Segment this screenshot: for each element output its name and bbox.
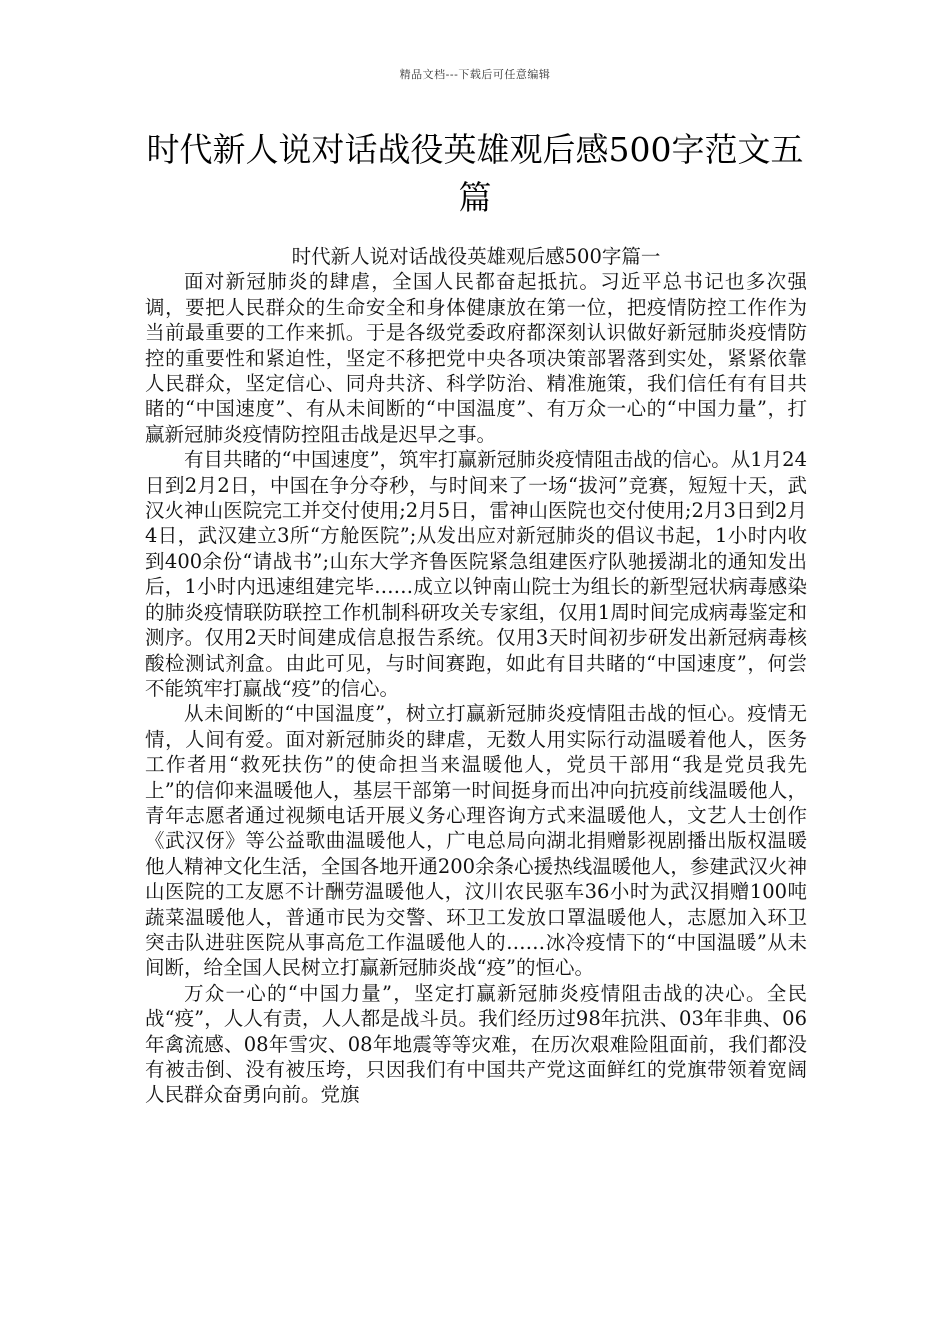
paragraph-1: 面对新冠肺炎的肆虐，全国人民都奋起抵抗。习近平总书记也多次强调，要把人民群众的生命安全和身体健康放在第一位，把疫情防控工作作为当前最重要的工作来抓。于是各级党委政府都深刻认识做好新冠肺炎疫情防控的重要性和紧迫性，坚定不移把党中央各项决策部署落到实处，紧紧依靠人民群众，坚定信心、同舟共济、科学防治、精准施策，我们信任有有目共睹的“中国速度”、有从未间断的“中国温度”、有万众一心的“中国力量”，打赢新冠肺炎疫情防控阻击战是迟早之事。	[145, 270, 807, 446]
header-note: 精品文档---下载后可任意编辑	[399, 68, 551, 81]
document-title: 时代新人说对话战役英雄观后感500字范文五篇	[146, 130, 804, 217]
paragraph-3: 从未间断的“中国温度”，树立打赢新冠肺炎疫情阻击战的恒心。疫情无情，人间有爱。面对新冠肺炎的肆虐，无数人用实际行动温暖着他人，医务工作者用“救死扶伤”的使命担当来温暖他人，党员干部用“我是党员我先上”的信仰来温暖他人，基层干部第一时间挺身而出冲向抗疫前线温暖他人，青年志愿者通过视频电话开展义务心理咨询方式来温暖他人，文艺人士创作《武汉伢》等公益歌曲温暖他人，广电总局向湖北捐赠影视剧播出版权温暖他人精神文化生活，全国各地开通200余条心援热线温暖他人，参建武汉火神山医院的工友愿不计酬劳温暖他人，汶川农民驱车36小时为武汉捐赠100吨蔬菜温暖他人，普通市民为交警、环卫工发放口罩温暖他人，志愿加入环卫突击队进驻医院从事高危工作温暖他人的……冰冷疫情下的“中国温暖”从未间断，给全国人民树立打赢新冠肺炎战“疫”的恒心。	[145, 702, 807, 980]
paragraph-4: 万众一心的“中国力量”，坚定打赢新冠肺炎疫情阻击战的决心。全民战“疫”，人人有责，人人都是战斗员。我们经历过98年抗洪、03年非典、06年禽流感、08年雪灾、08年地震等等灾难，在历次艰难险阻面前，我们都没有被击倒、没有被压垮，只因我们有中国共产党这面鲜红的党旗带领着宽阔人民群众奋勇向前。党旗	[145, 981, 807, 1107]
paragraph-2: 有目共睹的“中国速度”，筑牢打赢新冠肺炎疫情阻击战的信心。从1月24日到2月2日，中国在争分夺秒，与时间来了一场“拔河”竞赛，短短十天，武汉火神山医院完工并交付使用;2月5日，雷神山医院也交付使用;2月3日到2月4日，武汉建立3所“方舱医院”;从发出应对新冠肺炎的倡议书起，1小时内收到400余份“请战书”;山东大学齐鲁医院紧急组建医疗队驰援湖北的通知发出后，1小时内迅速组建完毕……成立以钟南山院士为组长的新型冠状病毒感染的肺炎疫情联防联控工作机制科研攻关专家组，仅用1周时间完成病毒鉴定和测序。仅用2天时间建成信息报告系统。仅用3天时间初步研发出新冠病毒核酸检测试剂盒。由此可见，与时间赛跑，如此有目共睹的“中国速度”，何尝不能筑牢打赢战“疫”的信心。	[145, 448, 807, 700]
section-subheading: 时代新人说对话战役英雄观后感500字篇一	[291, 245, 661, 268]
document-body	[145, 244, 807, 1108]
